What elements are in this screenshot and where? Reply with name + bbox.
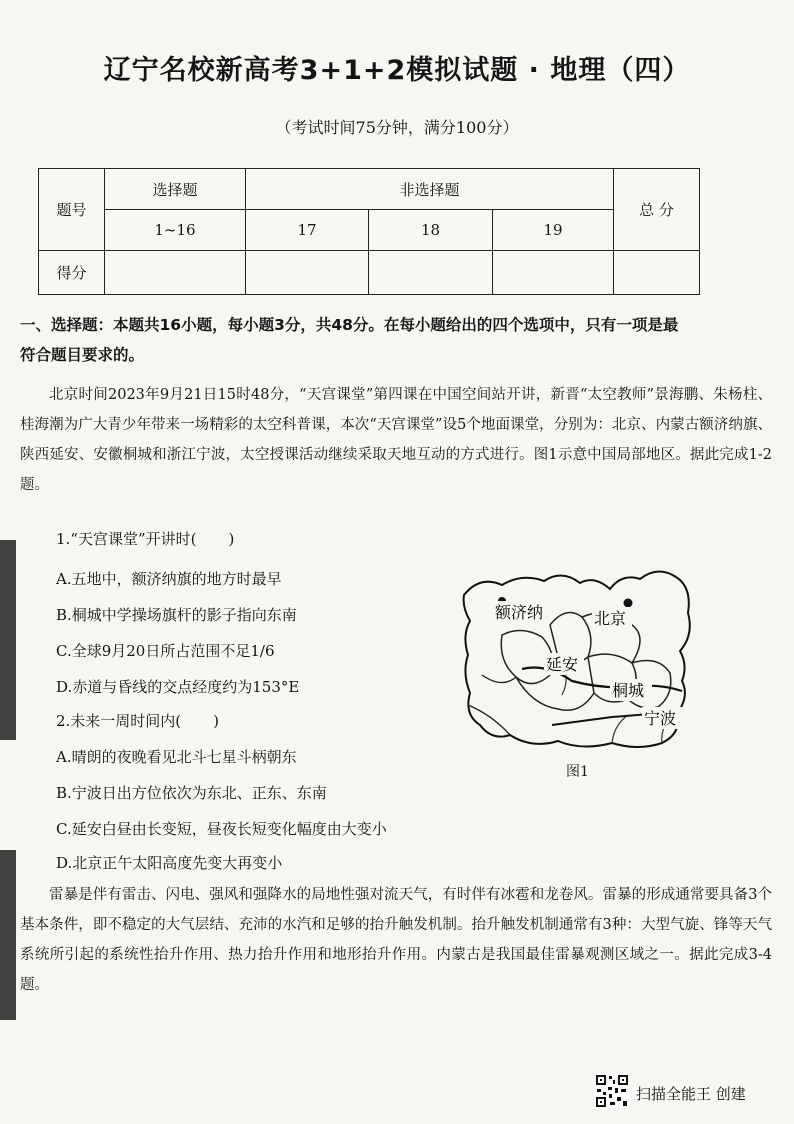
score-label: 得分 [39,251,105,295]
score-cell-17[interactable] [246,251,369,295]
scan-edge-shadow-bottom [0,850,16,1020]
score-cell-18[interactable] [369,251,493,295]
score-cell-19[interactable] [493,251,614,295]
score-table [38,168,700,295]
question-number-label: 题号 [39,169,105,251]
q1-option-a[interactable]: A.五地中，额济纳旗的地方时最早 [56,570,282,588]
scan-edge-shadow-top [0,540,16,740]
q2-option-b[interactable]: B.宁波日出方位依次为东北、正东、东南 [56,784,327,802]
passage-tiangong: 北京时间2023年9月21日15时48分，“天宫课堂”第四课在中国空间站开讲，新晋“太空教师”景海鹏、朱杨柱、桂海潮为广大青少年带来一场精彩的太空科普课，本次“天宫课堂”设5个地面课堂，分别为：北京、内蒙古额济纳旗、陕西延安、安徽桐城和浙江宁波，太空授课活动继续采取天地互动的方式进行。图1示意中国局部地区。据此完成1-2题。 [20,387,772,493]
question-2-stem: 2.未来一周时间内( ) [56,712,220,730]
map-label-ningbo: 宁波 [644,709,677,728]
col-choice-range: 1~16 [105,210,246,251]
map-label-beijing: 北京 [594,609,627,628]
passage-thunderstorm: 雷暴是伴有雷击、闪电、强风和强降水的局地性强对流天气，有时伴有冰雹和龙卷风。雷暴的形成通常要具备3个基本条件，即不稳定的大气层结、充沛的水汽和足够的抬升触发机制。抬升触发机制通常有3种：大型气旋、锋等天气系统所引起的系统性抬升作用、热力抬升作用和地形抬升作用。内蒙古是我国最佳雷暴观测区域之一。据此完成3-4题。 [20,887,772,993]
q1-option-c[interactable]: C.全球9月20日所占范围不足1/6 [56,642,275,660]
total-header: 总 分 [614,169,700,251]
exam-info: （考试时间75分钟，满分100分） [275,118,519,137]
map-label-tongcheng: 桐城 [612,681,645,700]
q1-option-b[interactable]: B.桐城中学操场旗杆的影子指向东南 [56,606,297,624]
score-cell-total[interactable] [614,251,700,295]
q2-option-d[interactable]: D.北京正午太阳高度先变大再变小 [56,854,283,872]
map-label-ejina: 额济纳 [495,603,544,622]
china-region-map [462,565,696,753]
qr-code-icon [595,1074,629,1108]
col-q19: 19 [493,210,614,251]
q1-option-d[interactable]: D.赤道与昏线的交点经度约为153°E [56,678,300,696]
page-title: 辽宁名校新高考3+1+2模拟试题 · 地理（四） [103,55,691,86]
col-q17: 17 [246,210,369,251]
figure-caption: 图1 [566,764,589,780]
scanner-watermark: 扫描全能王 创建 [636,1085,746,1103]
q2-option-a[interactable]: A.晴朗的夜晚看见北斗七星斗柄朝东 [56,748,297,766]
question-1-stem: 1.“天宫课堂”开讲时( ) [56,530,235,548]
score-cell-choice[interactable] [105,251,246,295]
section-heading: 一、选择题：本题共16小题，每小题3分，共48分。在每小题给出的四个选项中，只有一项是最 符合题目要求的。 [20,316,679,364]
col-q18: 18 [369,210,493,251]
city-marker-beijing [624,599,633,608]
map-label-yanan: 延安 [546,655,579,674]
choice-header: 选择题 [105,169,246,210]
nonchoice-header: 非选择题 [246,169,614,210]
q2-option-c[interactable]: C.延安白昼由长变短，昼夜长短变化幅度由大变小 [56,820,387,838]
